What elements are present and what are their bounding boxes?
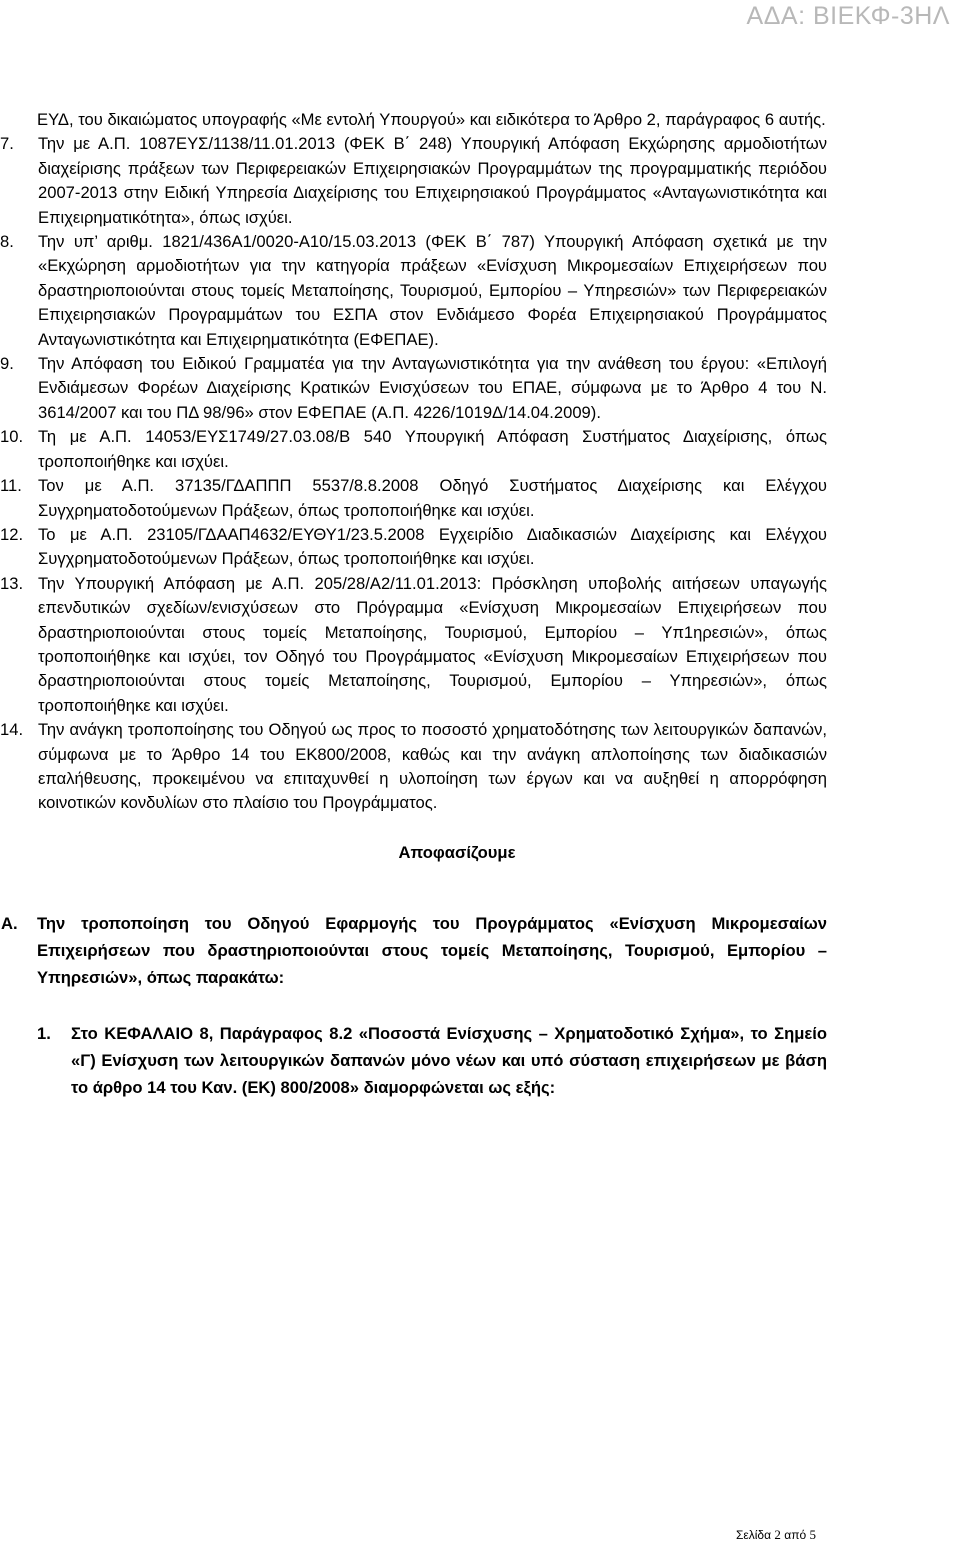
list-item	[0, 718, 827, 816]
list-item	[0, 352, 827, 425]
list-item-number: 14.	[0, 720, 24, 740]
list-item	[0, 425, 827, 474]
page-footer	[736, 1527, 816, 1543]
subsection-1-label: 1.	[37, 1024, 51, 1044]
list-item-number: 13.	[0, 573, 24, 593]
list-item-text: Την με Α.Π. 1087ΕΥΣ/1138/11.01.2013 (ΦΕΚ Β΄ 248) Υπουργική Απόφαση Εκχώρησης αρμοδιοτήτων διαχείρισης πράξεων των Περιφερειακών Επιχειρησιακών Προγραμμάτων της προγραμματικής περιόδου 2007-2013 στην Ειδική Υπηρεσία Διαχείρισης του Επιχειρησιακού Προγράμματος «Ανταγωνιστικότητα και Επιχειρηματικότητα», όπως ισχύει.	[38, 134, 827, 227]
list-item-text: Τον με Α.Π. 37135/ΓΔΑΠΠΠ 5537/8.8.2008 Οδηγό Συστήματος Διαχείρισης και Ελέγχου Συγχρηματοδοτούμενων Πράξεων, όπως τροποποιήθηκε και ισχύει.	[38, 476, 827, 520]
decision-heading: Αποφασίζουμε	[398, 842, 516, 862]
list-item-number: 7.	[0, 134, 14, 154]
list-item-text: Την υπ’ αριθμ. 1821/436Α1/0020-Α10/15.03.2013 (ΦΕΚ Β΄ 787) Υπουργική Απόφαση σχετικά με την «Εκχώρηση αρμοδιοτήτων για την κατηγορία πράξεων «Ενίσχυση Μικρομεσαίων Επιχειρήσεων που δραστηριοποιούνται στους τομείς Μεταποίησης, Τουρισμού, Εμπορίου – Υπηρεσιών» των Περιφερειακών Επιχειρησιακών Προγραμμάτων του ΕΣΠΑ στον Ενδιάμεσο Φορέα Επιχειρησιακού Προγράμματος Ανταγωνιστικότητα και Επιχειρηματικότητα (ΕΦΕΠΑΕ).	[38, 232, 827, 349]
ada-code: ΑΔΑ: ΒΙΕΚΦ-3ΗΛ	[746, 2, 950, 30]
list-item-number: 10.	[0, 427, 24, 447]
list-item	[0, 474, 827, 523]
list-item-text: Την ανάγκη τροποποίησης του Οδηγού ως προς το ποσοστό χρηματοδότησης των λειτουργικών δαπανών, σύμφωνα με το Άρθρο 14 του ΕΚ800/2008, καθώς και την ανάγκη απλοποίησης των διαδικασιών επαλήθευσης, προκειμένου να επιταχυνθεί η υλοποίηση των έργων και να αυξηθεί η απορρόφηση κοινοτικών κονδυλίων στο πλαίσιο του Προγράμματος.	[38, 720, 827, 813]
list-item-text: Τη με Α.Π. 14053/ΕΥΣ1749/27.03.08/Β 540 Υπουργική Απόφαση Συστήματος Διαχείρισης, όπως τροποποιήθηκε και ισχύει.	[38, 427, 827, 471]
page-prefix: Σελίδα	[736, 1528, 772, 1542]
section-a	[1, 910, 827, 991]
subsection-1-text: Στο ΚΕΦΑΛΑΙΟ 8, Παράγραφος 8.2 «Ποσοστά Ενίσχυσης – Χρηματοδοτικό Σχήμα», το Σημείο «Γ) Ενίσχυση των λειτουργικών δαπανών μόνο νέων και υπό σύσταση επιχειρήσεων με βάση το άρθρο 14 του Καν. (ΕΚ) 800/2008» διαμορφώνεται ως εξής:	[71, 1024, 827, 1098]
intro-continuation: ΕΥΔ, του δικαιώματος υπογραφής «Με εντολή Υπουργού» και ειδικότερα το Άρθρο 2, παράγραφος 6 αυτής.	[37, 110, 826, 129]
list-item-number: 12.	[0, 524, 24, 544]
section-a-label: Α.	[1, 914, 18, 934]
list-item-text: Την Υπουργική Απόφαση με Α.Π. 205/28/Α2/11.01.2013: Πρόσκληση υποβολής αιτήσεων υπαγωγής επενδυτικών σχεδίων/ενισχύσεων στο Πρόγραμμα «Ενίσχυση Μικρομεσαίων Επιχειρήσεων που δραστηριοποιούνται στους τομείς Μεταποίησης, Τουρισμού, Εμπορίου – Υπ1ηρεσιών», όπως τροποποιήθηκε και ισχύει, τον Οδηγό του Προγράμματος «Ενίσχυση Μικρομεσαίων Επιχειρήσεων που δραστηριοποιούνται στους τομείς Μεταποίησης, Τουρισμού, Εμπορίου – Υπηρεσιών», όπως τροποποιήθηκε και ισχύει.	[38, 573, 827, 715]
considerations-list	[0, 132, 827, 815]
list-item	[0, 132, 827, 230]
document-body	[0, 108, 827, 1101]
list-item-text: Το με Α.Π. 23105/ΓΔΑΑΠ4632/ΕΥΘΥ1/23.5.2008 Εγχειρίδιο Διαδικασιών Διαχείρισης και Ελέγχου Συγχρηματοδοτούμενων Πράξεων, όπως τροποποιήθηκε και ισχύει.	[38, 524, 827, 569]
subsection-1	[37, 1020, 827, 1101]
list-item-number: 9.	[0, 354, 14, 374]
list-item-number: 11.	[0, 476, 22, 496]
section-a-text: Την τροποποίηση του Οδηγού Εφαρμογής του Προγράμματος «Ενίσχυση Μικρομεσαίων Επιχειρήσεων που δραστηριοποιούνται στους τομείς Μεταποίησης, Τουρισμού, Εμπορίου – Υπηρεσιών», όπως παρακάτω:	[37, 914, 827, 988]
page-total: 5	[809, 1527, 816, 1542]
page-current: 2	[774, 1527, 781, 1542]
list-item-number: 8.	[0, 232, 14, 252]
page-sep: από	[784, 1528, 807, 1542]
list-item	[0, 572, 827, 718]
list-item	[0, 230, 827, 352]
list-item	[0, 523, 827, 572]
list-item-text: Την Απόφαση του Ειδικού Γραμματέα για την Ανταγωνιστικότητα για την ανάθεση του έργου: «Επιλογή Ενδιάμεσων Φορέων Διαχείρισης Κρατικών Ενισχύσεων του ΕΠΑΕ, σύμφωνα με το Άρθρο 4 του Ν. 3614/2007 και του ΠΔ 98/96» στον ΕΦΕΠΑΕ (Α.Π. 4226/1019Δ/14.04.2009).	[38, 354, 827, 422]
